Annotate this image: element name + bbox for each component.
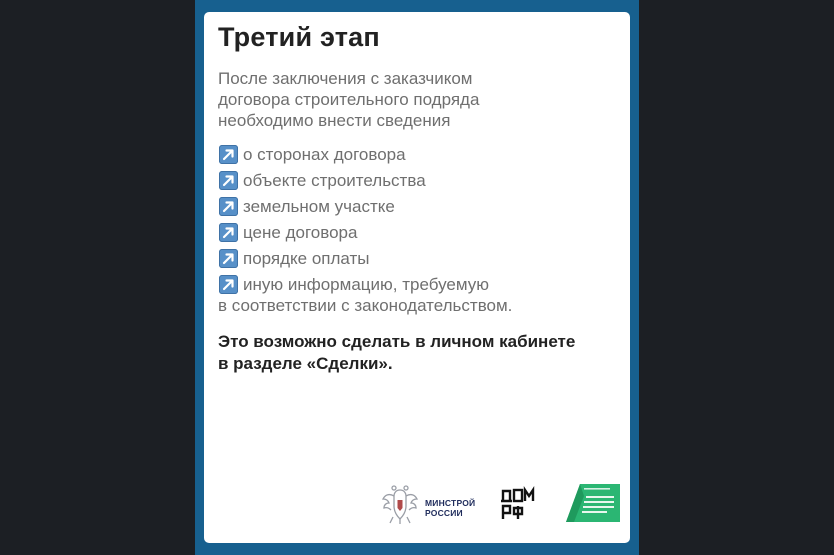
intro-line: необходимо внести сведения <box>218 111 451 130</box>
list-item-text: о сторонах договора <box>243 145 406 164</box>
list-item <box>218 248 623 269</box>
minstroy-logo-text <box>425 498 475 518</box>
arrow-up-right-icon <box>219 145 238 164</box>
coat-of-arms-icon <box>380 484 420 531</box>
list-item <box>218 196 623 217</box>
minstroy-line: РОССИИ <box>425 508 463 518</box>
list-item-text: цене договора <box>243 223 358 242</box>
intro-line: После заключения с заказчиком <box>218 69 473 88</box>
note-line: в разделе «Сделки». <box>218 354 393 373</box>
arrow-up-right-icon <box>219 275 238 294</box>
logo-strip <box>204 482 630 528</box>
arrow-up-right-icon <box>219 223 238 242</box>
national-projects-logo <box>564 482 622 531</box>
minstroy-line: МИНСТРОЙ <box>425 498 476 508</box>
arrow-up-right-icon <box>219 171 238 190</box>
intro-text <box>218 68 618 131</box>
list-item-text: земельном участке <box>243 197 395 216</box>
note-line: Это возможно сделать в личном кабинете <box>218 332 576 351</box>
info-list <box>218 144 623 316</box>
intro-line: договора строительного подряда <box>218 90 480 109</box>
arrow-up-right-icon <box>219 249 238 268</box>
list-item-text: иную информацию, требуемую <box>243 275 489 294</box>
slide-title: Третий этап <box>218 22 380 52</box>
arrow-up-right-icon <box>219 197 238 216</box>
list-item <box>218 144 623 165</box>
list-item <box>218 170 623 191</box>
slide-card <box>204 12 630 543</box>
list-item <box>218 222 623 243</box>
cabinet-note <box>218 331 623 375</box>
list-item-text: объекте строительства <box>243 171 426 190</box>
dom-rf-logo <box>500 486 536 527</box>
list-item-text: порядке оплаты <box>243 249 370 268</box>
list-item <box>218 274 623 316</box>
list-item-continuation: в соответствии с законодательством. <box>218 296 513 315</box>
